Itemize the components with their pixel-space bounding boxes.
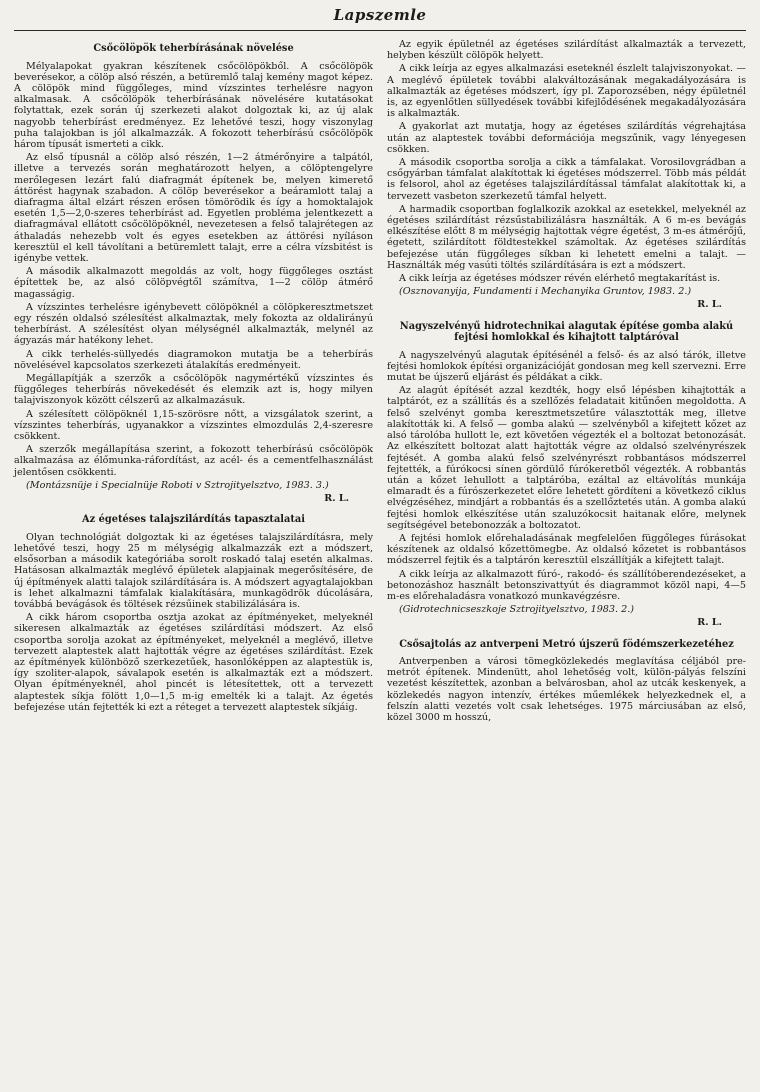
article-2-paragraph: A cikk három csoportba osztja azokat az építményeket, melyeknél sikeresen alkalmazták az égetéses szilárdítási módszert. Az első csoportba sorolja azokat az építményeket, melyeknél a meglévő, illetve tervezett alaptestek alatt hajtották végre az égetéses szilárdítást. Ezek az építmények különböző szerkezetűek, hasonlóképpen az alaptestük is, így szoliter-alapok, sávalapok esetén is alkalmazták ezt a módszert. Olyan építményeknél, ahol pincét is létesítettek, ott a tervezett alaptestek síkja fölött 1,0—1,5 m-ig emelték ki a talajt. Az égetés befejezése után fejtették ki ezt a réteget a tervezett alaptestek síkjáig. — [14, 612, 373, 713]
article-2-paragraph: A cikk leírja az egyes alkalmazási eseteknél észlelt talajviszonyokat. — A meglévő épületek további alakváltozásának megakadályozására is alkalmazták az égetéses módszert, így pl. Zaporozsében, négy épületnél is, az egyenlőtlen süllyedések további kifejlődésének megakadályozására is alkalmazták. — [387, 63, 746, 120]
article-2-title: Az égetéses talajszilárdítás tapasztalatai — [82, 514, 305, 526]
article-1-paragraph: Megállapítják a szerzők a csőcölöpök nagymértékű vízszintes és függőleges teherbírás növekedését és elemzik azt is, hogy milyen talajviszonyok között célszerű az alkalmazásuk. — [14, 372, 373, 407]
article-2-paragraph: Az egyik épületnél az égetéses szilárdítást alkalmazták a tervezett, helyben készült cölöpök helyett. — [387, 39, 746, 62]
article-1-paragraph: A cikk terhelés-süllyedés diagramokon mutatja be a teherbírás növelésével kapcsolatos szerkezeti átalakítás eredményeit. — [14, 348, 373, 371]
article-3-paragraph: Az alagút építését azzal kezdték, hogy első lépésben kihajtották a talptárót, ez a szállítás és a szellőzés feladatait kitűnően megoldotta. A felső szelvényt gomba keresztmetszetűre választották meg, illetve alakították ki. A felső — gomba alakú — szelvényből a kifejtett kőzet az alsó tárolóba hullott le, ezt követően végezték el a boltozat betonozását. Az elkészített boltozat alatt hajtották végre az oldalsó szelvényrészek fejtését. A gomba alakú felső szelvényrészt robbantásos módszerrel fejtették, a fúrókocsi sínen gördülő fúrókeretből végezték. A robbantás után a kőzet lehullott a talptáróba, ezáltal az eltávolítás munkája elmaradt és a fúrószerkezetet előre lehetett gördíteni a következő ciklus elvégzéséhez, mindjárt a robbantás és a szellőztetés után. A gomba alakú fejtési homlok elkészítése után szaluzókocsit haitanak előre, melynek segítségével betebonozzák a boltozatot. — [387, 385, 746, 531]
article-3-paragraph: A nagyszelvényű alagutak építésénél a felső- és az alsó tárók, illetve fejtési homlokok építési organizációját gondosan meg kell szervezni. Erre mutat be újszerű eljárást és példákat a cikk. — [387, 349, 746, 384]
article-2-paragraph: A gyakorlat azt mutatja, hogy az égetéses szilárdítás végrehajtása után az alaptestek további deformációja megszűnik, vagy lényegesen csökken. — [387, 121, 746, 155]
article-2-paragraph: A harmadik csoportban foglalkozik azokkal az esetekkel, melyeknél az égetéses szilárdítást rézsűstabilizálásra használták. A 6 m-es bevágás elkészítése előtt 8 m mélységig hajtottak végre égetést, 3 m-es átmérőjű, égetett, szilárdított földtestekkel számoltak. Az égetéses szilárdítás befejezése után függőleges síkban ki lehetett emelni a talajt. — Használták még vasúti töltés szilárdítására is ezt a módszert. — [387, 203, 746, 271]
article-1-citation: (Montázsnüje i Specialnüje Roboti v Sztrojityelsztvo, 1983. 3.) — [26, 479, 329, 491]
article-1-paragraph: A szélesített cölöpöknél 1,15-szörösre nőtt, a vizsgálatok szerint, a vízszintes teherbírás, ugyanakkor a vízszintes elmozdulás 2,4-szeresre csökkent. — [14, 408, 373, 442]
article-1-paragraph: Az első típusnál a cölöp alsó részén, 1—2 átmérőnyire a talpától, illetve a tervezés során meghatározott helyen, a cölöptengelyre merőlegesen lezárt falú diafragmát építenek be, melyen kimerető áttörést hagynak szabadon. A cölöp beverésekor a beáramlott talaj a diafragma által elzárt részen erősen tömörödik és így a homoktalajok esetén 1,5—2,0-szeres teherbírást ad. Egyetlen probléma jelentkezett a diafragmával ellátott csőcölöpöknél, nevezetesen a felső talajrétegen az áthaladás nehezebb volt és egyes esetekben az áttörési nyíláson keresztül el kell távolítani a betüremlett talajt, erre a célra vízsbitést is igénybe vettek. — [14, 152, 373, 264]
left-column — [14, 39, 373, 725]
article-1-paragraph: A szerzők megállapítása szerint, a fokozott teherbírású csőcölöpök alkalmazása az élőmunka-ráfordítást, az acél- és a cementfelhasználást jelentősen csökkenti. — [14, 444, 373, 478]
article-1-paragraph: A vízszintes terhelésre igénybevett cölöpöknél a cölöpkeresztmetszet egy részén oldalsó szélesítést alkalmaztak, mely fokozta az oldalirányú teherbírást. A szélesítést olyan mélységnél alkalmazták, melynél az ágyazás már hatékony lehet. — [14, 301, 373, 347]
article-4-title: Csősajtolás az antverpeni Metró újszerű födémszerkezetéhez — [399, 638, 734, 650]
article-2-paragraph: Olyan technológiát dolgoztak ki az égetéses talajszilárdításra, mely lehetővé teszi, hogy 25 m mélységig alkalmazzák ezt a módszert, elsősorban a második kategóriába sorolt roskadó talaj esetén alkalmas. Hatásosan alkalmazták meglévő épületek alapjainak megerősítésére, de új építmények alatti talajok szilárdítására is. A módszert agyagtalajokban is lehet alkalmazni támfalak kialakítására, munkagödrök dúcolására, továbbá bevágások és töltések rézsűinek stabilizálására is. — [14, 531, 373, 610]
article-3-title: Nagyszelvényű hidrotechnikai alagutak építése gomba alakú fejtési homlokkal és kihajtott talptáróval — [399, 320, 734, 344]
article-3-paragraph: A cikk leírja az alkalmazott fúró-, rakodó- és szállítóberendezéseket, a betonozáshoz használt betonszivattyút és diagrammot közöl napi, 4—5 m-es előrehaladásra vonatkozó munkavégzésre. — [387, 568, 746, 602]
article-3-citation: (Gidrotechnicseszkoje Sztrojityelsztvo, 1983. 2.) — [399, 604, 635, 616]
article-1-signature: R. L. — [324, 493, 349, 505]
article-2-signature: R. L. — [697, 299, 722, 311]
article-4-paragraph: Antverpenben a városi tömegközlekedés meglavítása céljából pre-metrót építenek. Mindenütt, ahol lehetőség volt, külön-pályás felszíni vezetést készítettek, azonban a belvárosban, ahol az utcák keskenyek, a közlekedés nagyon intenzív, értékes műemlékek helyezkednek el, a felszín alatti vezetés volt csak lehetséges. 1975 márciusában az első, közel 3000 m hosszú, — [387, 656, 746, 724]
article-1-paragraph: A második alkalmazott megoldás az volt, hogy függőleges osztást építettek be, az alsó cölöpvégtől számítva, 1—2 cölöp átmérő magasságig. — [14, 266, 373, 300]
article-2-citation: (Osznovanyija, Fundamenti i Mechanyika Gruntov, 1983. 2.) — [399, 286, 692, 298]
article-2-paragraph: A cikk leírja az égetéses módszer révén elérhető megtakarítást is. — [399, 273, 721, 285]
article-1-paragraph: Mélyalapokat gyakran készítenek csőcölöpökből. A csőcölöpök beverésekor, a cölöp alsó részén, a betüremlő talaj kemény magot képez. A cölöpök mind függőleges, mind vízszintes terhelésre nagyon alkalmasak. A csőcölöpök teherbírásának növelésére kutatásokat folytattak, ezek során új szerkezeti alakot dolgoztak ki, az új alak nagyobb teherbírást eredményez. Ez lehetővé teszi, hogy viszonylag puha talajokban is jól alkalmazzák. A fokozott teherbírású csőcölöpök három típusát ismerteti a cikk. — [14, 60, 373, 150]
article-2-paragraph: A második csoportba sorolja a cikk a támfalakat. Vorosilovgrádban a csőgyárban támfalat alakítottak ki égetéses módszerrel. Több más példát is felsorol, ahol az égetéses talajszilárdítással támfalat alakítottak ki, a tervezett vasbeton szerkezetű támfal helyett. — [387, 157, 746, 202]
article-3-paragraph: A fejtési homlok előrehaladásának megfelelően függőleges fúrásokat készítenek az oldalsó kőzettömegbe. Az oldalsó kőzetet is robbantásos módszerrel fejtik és a talptárón keresztül elszállítják a kifejtett talajt. — [387, 532, 746, 567]
two-column-body — [14, 39, 746, 725]
right-column — [387, 39, 746, 725]
article-3-signature: R. L. — [697, 617, 722, 629]
article-1-title: Csőcölöpök teherbírásának növelése — [93, 43, 294, 54]
section-masthead: Lapszemle — [14, 4, 746, 31]
